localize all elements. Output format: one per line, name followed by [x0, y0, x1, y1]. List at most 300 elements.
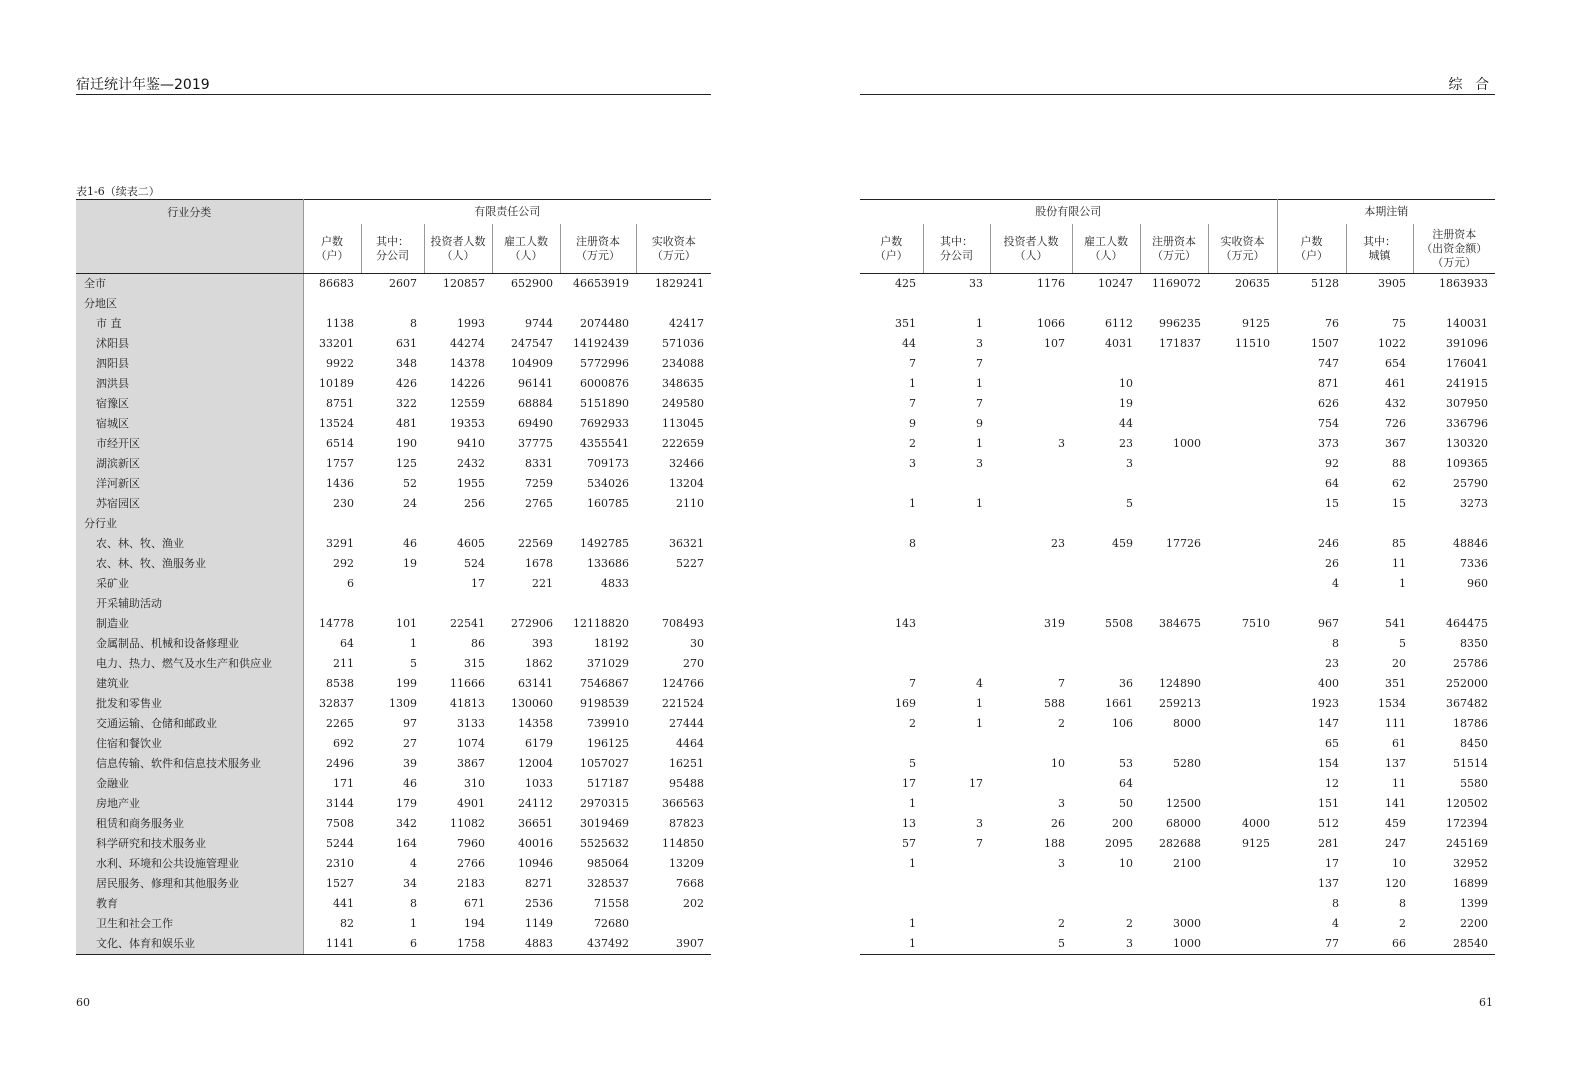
row-label: 泗洪县	[76, 374, 303, 394]
table-cell	[1208, 714, 1277, 734]
table-cell	[1208, 774, 1277, 794]
table-cell	[1413, 594, 1495, 614]
table-row	[860, 814, 1495, 834]
row-label: 市经开区	[76, 434, 303, 454]
table-cell: 373	[1318, 437, 1340, 450]
table-row	[76, 294, 711, 314]
table-cell: 247	[1385, 837, 1407, 850]
table-row	[76, 414, 711, 434]
table-cell: 6000876	[580, 377, 629, 390]
table-cell	[1208, 294, 1277, 314]
book-title: 宿迁统计年鉴—2019	[76, 77, 210, 93]
table-cell: 292	[333, 557, 354, 570]
table-cell: 19	[1119, 397, 1133, 410]
table-cell: 8271	[525, 877, 553, 890]
table-cell: 2496	[326, 757, 354, 770]
table-cell: 8350	[1460, 637, 1489, 650]
header-rule-right	[860, 94, 1495, 95]
table-cell: 8	[1332, 897, 1340, 910]
table-cell: 171837	[1159, 337, 1201, 350]
table-cell	[1208, 594, 1277, 614]
table-row	[860, 794, 1495, 814]
table-cell: 6179	[525, 737, 553, 750]
table-cell	[1140, 774, 1208, 794]
table-row	[76, 354, 711, 374]
table-cell: 87823	[669, 817, 705, 830]
table-cell: 249580	[662, 397, 705, 410]
table-cell: 328537	[587, 877, 629, 890]
table-cell: 5151890	[580, 397, 629, 410]
table-cell	[990, 354, 1072, 374]
table-cell: 120857	[424, 274, 492, 295]
table-cell: 137	[1385, 757, 1407, 770]
table-row	[860, 534, 1495, 554]
table-cell: 1066	[1037, 317, 1065, 330]
table-cell: 5244	[326, 837, 354, 850]
column-header: 其中： 城镇	[1346, 224, 1413, 274]
table-row	[860, 274, 1495, 295]
table-row	[76, 574, 711, 594]
table-row	[76, 674, 711, 694]
table-cell: 342	[396, 817, 417, 830]
table-cell: 3867	[457, 757, 485, 770]
table-row	[76, 374, 711, 394]
table-cell: 16251	[669, 757, 705, 770]
table-cell: 96141	[518, 377, 553, 390]
table-cell: 9922	[326, 357, 354, 370]
table-cell: 541	[1385, 617, 1407, 630]
table-row	[76, 714, 711, 734]
table-cell: 7	[976, 397, 983, 410]
table-cell: 50	[1119, 797, 1133, 810]
table-cell: 4355541	[580, 437, 629, 450]
table-cell: 384675	[1159, 617, 1201, 630]
table-cell	[1208, 414, 1277, 434]
table-cell: 27444	[669, 717, 705, 730]
table-cell: 230	[333, 497, 354, 510]
table-cell	[923, 554, 990, 574]
table-cell: 652900	[492, 274, 560, 295]
group-header-jsc: 股份有限公司	[860, 200, 1277, 225]
table-cell: 960	[1467, 577, 1489, 590]
table-cell: 464475	[1446, 617, 1489, 630]
table-cell: 371029	[587, 657, 629, 670]
table-cell: 27	[403, 737, 417, 750]
table-cell: 196125	[587, 737, 629, 750]
table-cell: 5508	[1105, 617, 1133, 630]
table-cell: 33201	[319, 337, 354, 350]
row-label: 农、林、牧、渔服务业	[76, 554, 303, 574]
table-cell: 13524	[319, 417, 354, 430]
table-cell	[860, 474, 923, 494]
table-cell: 336796	[1446, 417, 1489, 430]
table-cell	[424, 514, 492, 534]
table-cell: 164	[396, 837, 417, 850]
row-label: 电力、热力、燃气及水生产和供应业	[76, 654, 303, 674]
table-cell: 1758	[424, 934, 492, 955]
table-cell: 2310	[326, 857, 354, 870]
table-cell	[923, 614, 990, 634]
table-row	[76, 634, 711, 654]
table-cell: 37775	[518, 437, 553, 450]
table-cell	[1208, 694, 1277, 714]
table-row	[860, 674, 1495, 694]
table-cell: 95488	[669, 777, 705, 790]
table-cell	[1140, 514, 1208, 534]
row-label: 分行业	[76, 514, 303, 534]
table-cell	[1413, 294, 1495, 314]
table-cell	[923, 594, 990, 614]
table-cell: 160785	[587, 497, 629, 510]
column-header: 户数 （户）	[860, 224, 923, 274]
page-number-left: 60	[76, 996, 90, 1009]
table-cell	[860, 634, 923, 654]
table-row	[860, 714, 1495, 734]
table-row	[860, 294, 1495, 314]
table-cell: 28540	[1413, 934, 1495, 955]
table-row	[860, 754, 1495, 774]
table-cell	[1277, 514, 1346, 534]
table-cell: 692	[333, 737, 354, 750]
table-cell: 351	[895, 317, 916, 330]
table-cell: 88	[1392, 457, 1407, 470]
table-row	[76, 914, 711, 934]
table-cell	[1277, 594, 1346, 614]
table-cell: 1923	[1311, 697, 1340, 710]
table-cell	[923, 894, 990, 914]
table-cell: 9	[909, 417, 916, 430]
table-cell: 1492785	[580, 537, 629, 550]
table-cell: 626	[1318, 397, 1340, 410]
table-cell: 11	[1392, 557, 1407, 570]
table-cell: 92	[1325, 457, 1340, 470]
table-row	[76, 654, 711, 674]
table-cell	[990, 414, 1072, 434]
table-cell: 18786	[1453, 717, 1489, 730]
table-cell	[1208, 534, 1277, 554]
table-row	[860, 414, 1495, 434]
table-cell: 14778	[319, 617, 354, 630]
table-cell: 996235	[1159, 317, 1201, 330]
table-cell	[361, 594, 424, 614]
table-cell	[1140, 874, 1208, 894]
table-cell	[860, 514, 923, 534]
table-cell: 1	[410, 637, 417, 650]
table-cell: 143	[895, 617, 916, 630]
table-cell: 322	[396, 397, 417, 410]
table-cell: 739910	[587, 717, 629, 730]
table-cell: 23	[1119, 437, 1133, 450]
row-label: 市 直	[76, 314, 303, 334]
table-cell	[560, 594, 636, 614]
table-row	[76, 694, 711, 714]
table-cell	[1072, 354, 1140, 374]
table-cell: 14192439	[573, 337, 629, 350]
table-cell	[1140, 634, 1208, 654]
table-cell: 437492	[560, 934, 636, 955]
column-header: 雇工人数 （人）	[1072, 224, 1140, 274]
table-cell: 13	[902, 817, 916, 830]
table-cell: 85	[1392, 537, 1407, 550]
table-cell: 36	[1119, 677, 1133, 690]
table-cell	[990, 874, 1072, 894]
table-cell: 66	[1346, 934, 1413, 955]
row-label: 湖滨新区	[76, 454, 303, 474]
table-cell	[1277, 294, 1346, 314]
table-cell: 5	[909, 757, 916, 770]
table-cell: 3	[1058, 437, 1065, 450]
table-cell: 3	[976, 457, 983, 470]
table-cell: 9125	[1242, 317, 1271, 330]
table-cell: 1757	[326, 457, 354, 470]
table-cell: 671	[464, 897, 485, 910]
row-label: 卫生和社会工作	[76, 914, 303, 934]
table-cell: 124890	[1159, 677, 1201, 690]
table-cell: 1534	[1378, 697, 1407, 710]
table-cell: 25786	[1453, 657, 1489, 670]
table-cell	[1208, 934, 1277, 955]
row-label: 采矿业	[76, 574, 303, 594]
section-title: 综 合	[1448, 77, 1493, 93]
table-cell: 4605	[457, 537, 485, 550]
table-cell: 7	[909, 357, 916, 370]
table-row	[76, 814, 711, 834]
table-cell: 2	[909, 437, 916, 450]
table-cell: 709173	[587, 457, 629, 470]
table-cell: 8	[1332, 637, 1340, 650]
table-row	[860, 934, 1495, 955]
table-cell: 3019469	[580, 817, 629, 830]
table-cell: 1033	[525, 777, 553, 790]
table-cell: 62	[1392, 477, 1407, 490]
table-cell: 5280	[1173, 757, 1201, 770]
table-cell	[923, 514, 990, 534]
table-cell: 426	[396, 377, 417, 390]
table-cell: 46	[403, 537, 417, 550]
column-header: 雇工人数 （人）	[492, 224, 560, 274]
table-cell	[923, 474, 990, 494]
table-cell: 44274	[450, 337, 485, 350]
table-cell: 425	[860, 274, 923, 295]
table-row	[76, 394, 711, 414]
table-cell: 24112	[518, 797, 553, 810]
table-cell	[1072, 874, 1140, 894]
table-cell: 109365	[1446, 457, 1489, 470]
table-cell	[424, 294, 492, 314]
table-cell	[1208, 514, 1277, 534]
table-cell: 10	[1051, 757, 1065, 770]
table-row	[860, 354, 1495, 374]
table-cell: 120	[1385, 877, 1407, 890]
table-cell: 2766	[457, 857, 485, 870]
row-label: 沭阳县	[76, 334, 303, 354]
table-cell: 708493	[662, 617, 705, 630]
table-cell	[923, 794, 990, 814]
table-cell: 754	[1318, 417, 1340, 430]
table-cell: 9744	[525, 317, 553, 330]
table-cell: 2095	[1105, 837, 1133, 850]
column-header: 投资者人数 （人）	[990, 224, 1072, 274]
table-cell: 71558	[594, 897, 629, 910]
table-cell: 315	[464, 657, 485, 670]
table-cell: 2	[1058, 717, 1065, 730]
table-cell	[1208, 394, 1277, 414]
table-cell	[1140, 574, 1208, 594]
table-cell: 2	[1126, 917, 1133, 930]
table-cell: 7	[909, 397, 916, 410]
table-cell: 1	[909, 797, 916, 810]
row-label: 宿城区	[76, 414, 303, 434]
table-cell: 68000	[1166, 817, 1201, 830]
table-cell	[860, 874, 923, 894]
table-cell: 6	[361, 934, 424, 955]
table-cell: 7510	[1242, 617, 1271, 630]
table-cell: 441	[333, 897, 354, 910]
table-row	[76, 594, 711, 614]
table-cell: 3905	[1346, 274, 1413, 295]
table-cell: 32952	[1453, 857, 1489, 870]
table-cell: 1141	[303, 934, 361, 955]
table-cell: 1	[976, 437, 983, 450]
table-cell: 282688	[1159, 837, 1201, 850]
table-cell: 2536	[525, 897, 553, 910]
table-cell: 654	[1385, 357, 1407, 370]
table-cell: 6112	[1105, 317, 1133, 330]
table-cell: 1993	[457, 317, 485, 330]
table-cell	[361, 514, 424, 534]
table-cell: 871	[1318, 377, 1340, 390]
column-header: 注册资本 （万元）	[560, 224, 636, 274]
table-cell: 10247	[1072, 274, 1140, 295]
table-cell: 7508	[326, 817, 354, 830]
table-cell: 1955	[457, 477, 485, 490]
table-cell: 14358	[518, 717, 553, 730]
table-cell: 36651	[518, 817, 553, 830]
group-header-ltd: 有限责任公司	[303, 200, 711, 225]
table-cell	[923, 534, 990, 554]
table-row	[76, 514, 711, 534]
table-cell: 202	[683, 897, 705, 910]
table-cell: 1507	[1311, 337, 1340, 350]
table-cell	[860, 894, 923, 914]
table-cell: 46653919	[560, 274, 636, 295]
table-cell: 75	[1392, 317, 1407, 330]
table-row	[860, 554, 1495, 574]
table-cell: 432	[1385, 397, 1407, 410]
table-cell: 3291	[326, 537, 354, 550]
table-cell	[1140, 734, 1208, 754]
table-cell	[1208, 494, 1277, 514]
table-cell: 8	[1399, 897, 1407, 910]
table-cell: 1169072	[1140, 274, 1208, 295]
table-cell	[990, 394, 1072, 414]
table-cell: 4031	[1105, 337, 1133, 350]
table-cell: 7	[976, 837, 983, 850]
column-header: 户数 （户）	[303, 224, 361, 274]
table-cell	[636, 594, 711, 614]
table-row	[860, 394, 1495, 414]
table-cell: 61	[1392, 737, 1407, 750]
table-cell: 2110	[676, 497, 705, 510]
table-cell	[923, 734, 990, 754]
table-cell: 7259	[525, 477, 553, 490]
table-cell: 46	[403, 777, 417, 790]
table-cell: 64	[1325, 477, 1340, 490]
table-row	[860, 374, 1495, 394]
table-cell: 171	[333, 777, 354, 790]
table-cell: 51514	[1453, 757, 1489, 770]
table-cell	[1208, 654, 1277, 674]
table-cell: 57	[902, 837, 916, 850]
table-cell: 8000	[1173, 717, 1201, 730]
table-row	[860, 454, 1495, 474]
table-cell: 12118820	[573, 617, 629, 630]
table-cell: 194	[464, 917, 485, 930]
table-cell: 571036	[662, 337, 705, 350]
table-cell	[1072, 474, 1140, 494]
table-cell: 1	[909, 377, 916, 390]
table-cell: 2	[909, 717, 916, 730]
table-cell: 172394	[1446, 817, 1489, 830]
table-cell	[990, 454, 1072, 474]
table-cell: 5772996	[580, 357, 629, 370]
table-cell: 1000	[1140, 934, 1208, 955]
table-cell	[860, 554, 923, 574]
table-cell	[1140, 494, 1208, 514]
table-cell: 524	[464, 557, 485, 570]
row-label: 金融业	[76, 774, 303, 794]
table-cell: 461	[1385, 377, 1407, 390]
table-cell: 5525632	[580, 837, 629, 850]
table-cell	[492, 514, 560, 534]
table-cell: 1661	[1105, 697, 1133, 710]
table-cell: 366563	[662, 797, 705, 810]
table-cell: 1	[976, 717, 983, 730]
table-row	[860, 474, 1495, 494]
table-cell: 481	[396, 417, 417, 430]
table-cell	[1208, 354, 1277, 374]
row-label: 租赁和商务服务业	[76, 814, 303, 834]
table-row	[76, 894, 711, 914]
table-cell: 34	[403, 877, 417, 890]
table-cell: 3273	[1460, 497, 1489, 510]
table-cell: 1138	[326, 317, 354, 330]
table-cell: 4901	[457, 797, 485, 810]
table-cell: 13209	[669, 857, 705, 870]
table-cell: 246	[1318, 537, 1340, 550]
column-header: 户数 （户）	[1277, 224, 1346, 274]
table-cell: 69490	[518, 417, 553, 430]
table-cell: 33	[923, 274, 990, 295]
table-cell: 11	[1392, 777, 1407, 790]
table-cell: 25790	[1453, 477, 1489, 490]
table-cell: 1	[909, 857, 916, 870]
table-cell: 7668	[676, 877, 705, 890]
table-row	[76, 474, 711, 494]
table-cell	[361, 574, 424, 594]
column-header: 其中： 分公司	[923, 224, 990, 274]
table-cell: 14378	[450, 357, 485, 370]
table-cell: 270	[683, 657, 705, 670]
row-label: 文化、体育和娱乐业	[76, 934, 303, 955]
table-cell	[1208, 794, 1277, 814]
table-cell: 1	[976, 317, 983, 330]
table-cell: 3907	[636, 934, 711, 955]
table-row	[76, 854, 711, 874]
table-cell: 22541	[450, 617, 485, 630]
table-cell: 113045	[662, 417, 705, 430]
table-cell: 252000	[1446, 677, 1489, 690]
